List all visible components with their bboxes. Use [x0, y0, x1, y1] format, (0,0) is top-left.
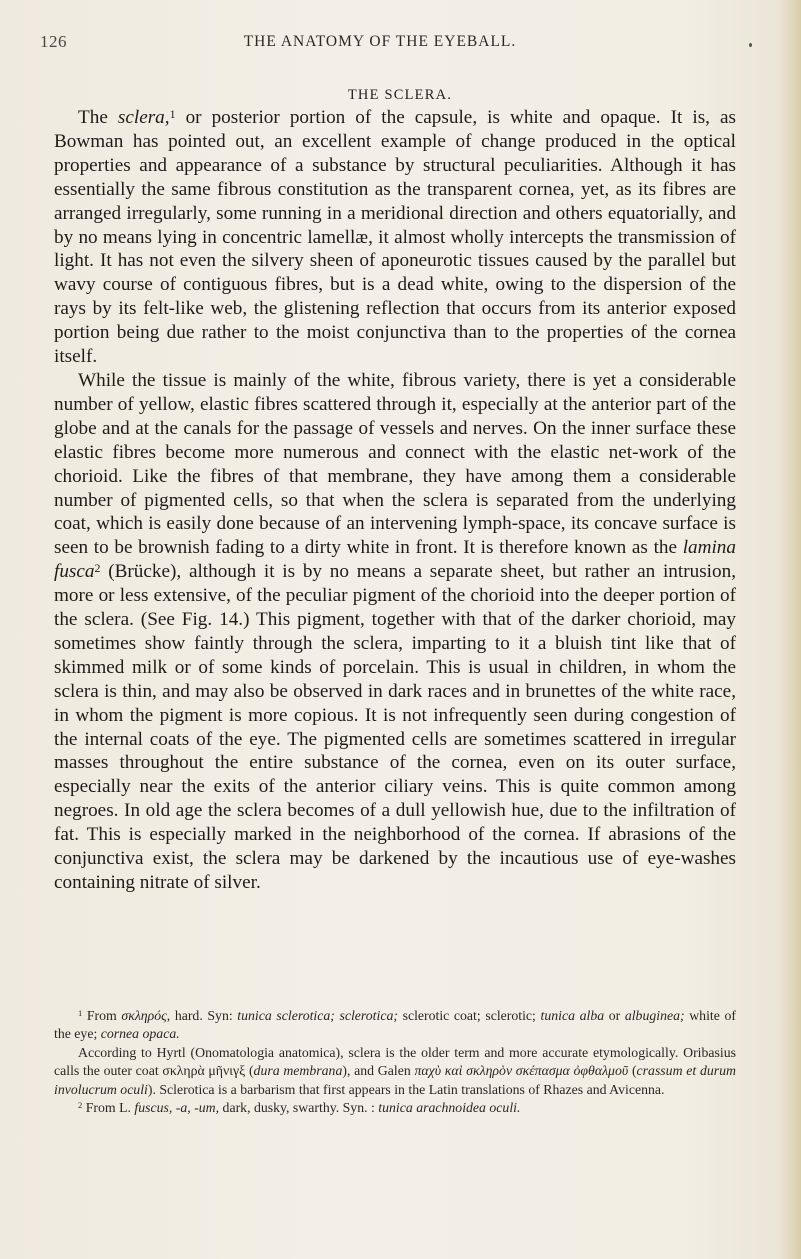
footnote-1: $^1$ From σκληρός, hard. Syn: tunica sclerotica; sclerotica; sclerotic coat; sclerotic; tunica alba or albuginea; white of the eye; cornea opaca. — [54, 1008, 736, 1042]
term-sclera: sclera, — [117, 107, 170, 128]
footnotes — [54, 1007, 736, 1117]
footnote-2: $^2$ From L. fuscus, -a, -um, dark, dusky, swarthy. Syn. : tunica arachnoidea oculi. — [78, 1100, 521, 1116]
footnote-1-continued: According to Hyrtl (Onomatologia anatomica), sclera is the older term and more accurate etymologically. Oribasius calls the outer coat σκληρὰ μῆνιγξ (dura membrana), and Galen παχὺ καὶ σκληρὸν σκέπασμα ὀφθαλμοῦ (crassum et durum involucrum oculi). Sclerotica is a barbarism that first appears in the Latin translations of Rhazes and Avicenna. — [54, 1044, 736, 1097]
body-text — [54, 106, 736, 895]
paragraph-1: The sclera,$^1$ or posterior portion of the capsule, is white and opaque. It is, as Bowman has pointed out, an excellent example of change produced in the optical properties and appearance of a substance by structural peculiarities. Although it has essentially the same fibrous constitution as the transparent cornea, yet, as its fibres are arranged irregularly, some running in a meridional direction and others equatorially, and by no means lying in concentric lamellæ, it almost wholly intercepts the transmission of light. It has not even the silvery sheen of aponeurotic tissues caused by the parallel but wavy course of contiguous fibres, but is a dead white, owing to the dispersion of the rays by its felt-like web, the glistening reflection that occurs from its anterior exposed portion being due rather to the moist conjunctiva than to the properties of the cornea itself. — [54, 106, 736, 368]
page-number: 126 — [40, 32, 67, 51]
running-head: THE ANATOMY OF THE EYEBALL. — [243, 33, 517, 50]
section-title: THE SCLERA. — [347, 87, 453, 103]
greek-term: σκληρός — [121, 1008, 167, 1023]
footnote-ref-2[interactable]: 2 — [94, 560, 101, 575]
footnote-ref-1[interactable]: 1 — [169, 106, 176, 121]
term-lamina-fusca: lamina fusca — [54, 537, 736, 583]
page-edge-shading — [779, 0, 801, 1259]
footnote-mark-1: 1 — [78, 1008, 83, 1019]
footnote-mark-2: 2 — [78, 1100, 83, 1111]
page-header — [0, 30, 801, 54]
greek-term: σκληρὰ μῆνιγξ — [162, 1063, 246, 1079]
paragraph-2: While the tissue is mainly of the white, fibrous variety, there is yet a considerable number of yellow, elastic fibres scattered through it, especially at the anterior part of the globe and at the canals for the passage of vessels and nerves. On the inner surface these elastic fibres become more numerous and connect with the elastic net-work of the chorioid. Like the fibres of that membrane, they have among them a considerable number of pigmented cells, so that when the sclera is separated from the underlying coat, which is easily done because of an intervening lymph-space, its concave surface is seen to be brownish fading to a dirty white in front. It is therefore known as the lamina fusca$^2$ (Brücke), although it is by no means a separate sheet, but rather an intrusion, more or less extensive, of the peculiar pigment of the chorioid into the deeper portion of the sclera. (See Fig. 14.) This pigment, together with that of the darker chorioid, may sometimes show faintly through the sclera, imparting to it a bluish tint like that of skimmed milk or of some kinds of porcelain. This is usual in children, in whom the sclera is thin, and may also be observed in dark races and in brunettes of the white race, in whom the pigment is more copious. It is not infrequently seen during congestion of the internal coats of the eye. The pigmented cells are sometimes scattered in irregular masses throughout the entire substance of the cornea, even on its outer surface, especially near the exits of the anterior ciliary veins. This is quite common among negroes. In old age the sclera becomes of a dull yellowish hue, due to the infiltration of fat. This is especially marked in the neighborhood of the cornea. If abrasions of the conjunctiva exist, the sclera may be darkened by the incautious use of eye-washes containing nitrate of silver. — [54, 369, 736, 893]
